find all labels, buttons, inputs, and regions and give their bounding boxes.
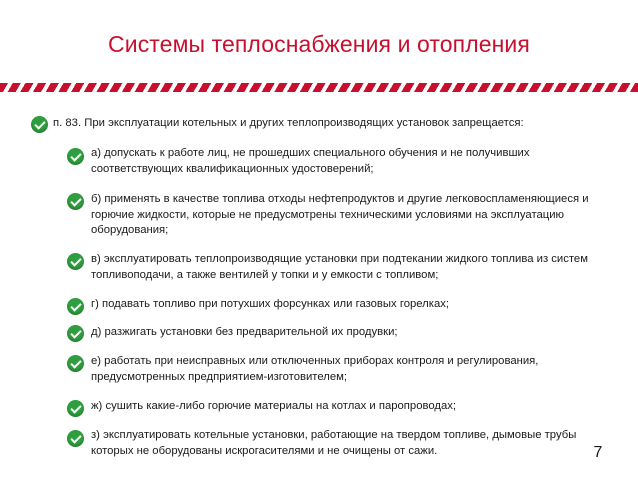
list-item: г) подавать топливо при потухших форсунках или газовых горелках;: [91, 298, 450, 310]
list-item: б) применять в качестве топлива отходы нефтепродуктов и другие легковоспламеняющиеся и горючие жидкости, которые не предусмотрены техническими условиями на эксплуатацию оборудования;: [91, 193, 589, 236]
check-icon: [67, 298, 84, 315]
page-number: 7: [593, 444, 603, 461]
check-icon: [67, 148, 84, 165]
check-icon: [67, 400, 84, 417]
list-item: а) допускать к работе лиц, не прошедших специального обучения и не получивших соответствующих квалификационных удостоверений;: [91, 147, 530, 175]
list-item: в) эксплуатировать теплопроизводящие установки при подтекании жидкого топлива из систем топливоподачи, а также вентилей у топки и у емкости с топливом;: [91, 253, 588, 281]
check-icon: [67, 355, 84, 372]
decorative-stripe: [0, 83, 638, 92]
list-item: з) эксплуатировать котельные установки, работающие на твердом топливе, дымовые трубы которых не оборудованы искрогасителями и не очищены от сажи.: [91, 429, 577, 457]
check-icon: [67, 253, 84, 270]
list-item: д) разжигать установки без предварительной их продувки;: [91, 326, 398, 338]
check-icon: [67, 430, 84, 447]
lead-paragraph: п. 83. При эксплуатации котельных и других теплопроизводящих установок запрещается:: [53, 117, 524, 129]
list-item: ж) сушить какие-либо горючие материалы на котлах и паропроводах;: [91, 400, 457, 412]
check-icon: [31, 116, 48, 133]
slide-title: Системы теплоснабжения и отопления: [108, 31, 530, 57]
check-icon: [67, 325, 84, 342]
list-item: е) работать при неисправных или отключенных приборах контроля и регулирования, предусмотренных предприятием-изготовителем;: [91, 355, 539, 383]
check-icon: [67, 193, 84, 210]
